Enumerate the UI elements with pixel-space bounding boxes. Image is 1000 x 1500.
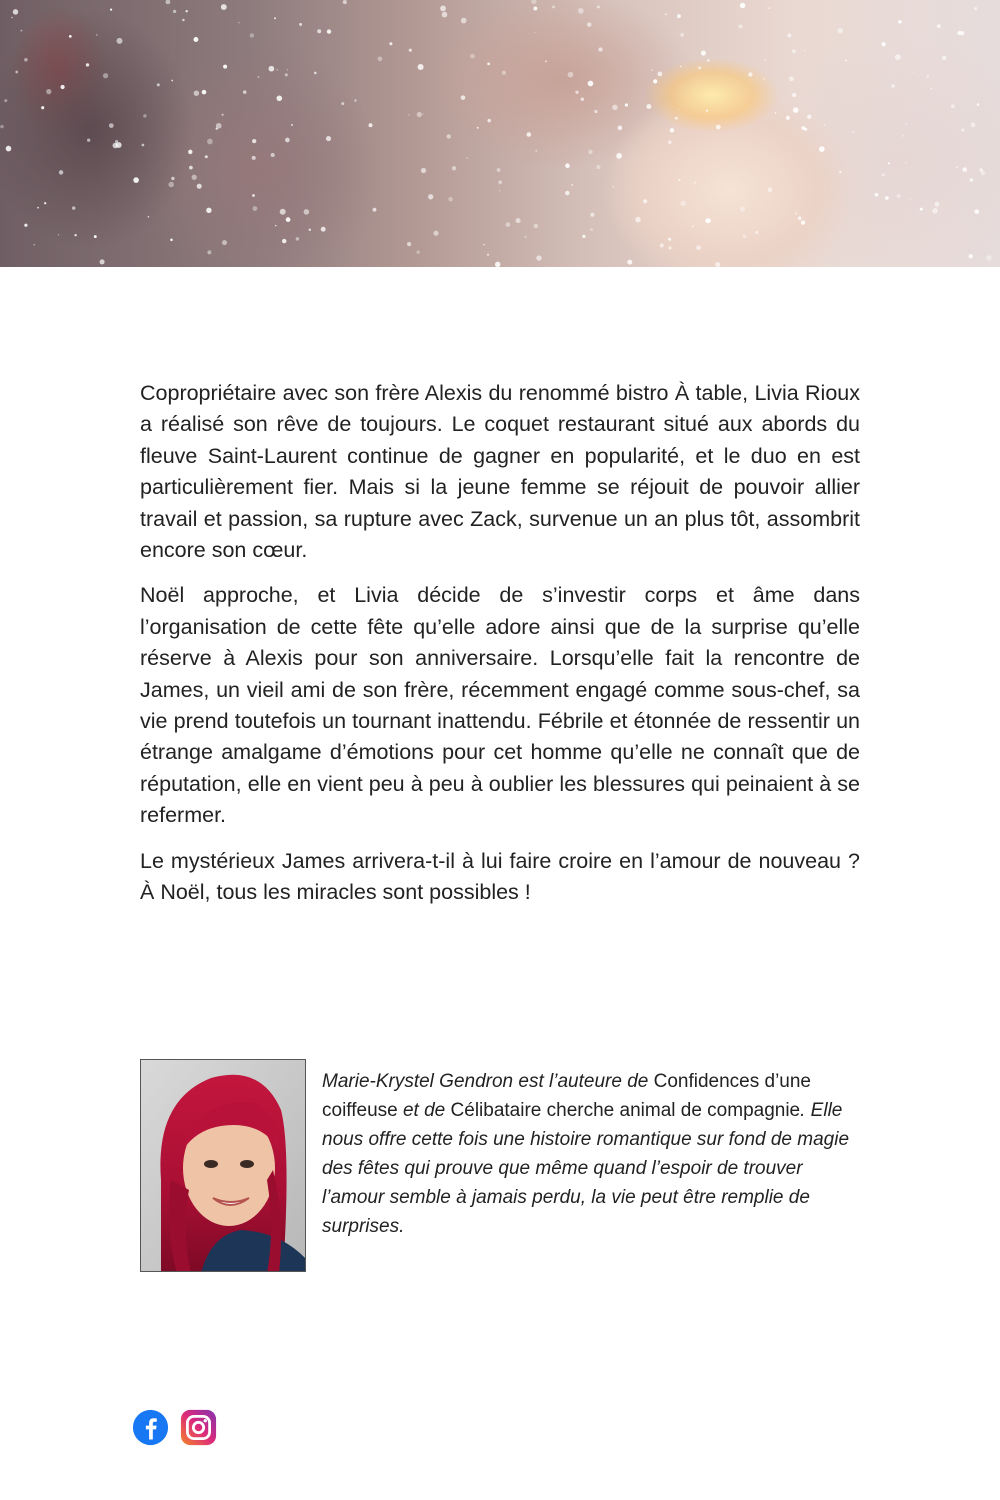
snowflake	[275, 225, 277, 227]
snowflake	[354, 99, 356, 101]
snowflake	[581, 98, 584, 101]
snowflake	[498, 180, 502, 184]
snowflake	[618, 126, 623, 131]
snowflake	[934, 202, 939, 207]
snowflake	[852, 131, 855, 134]
snowflake	[189, 166, 193, 170]
snowflake	[269, 66, 275, 72]
snowflake	[165, 0, 170, 4]
snowflake	[788, 34, 792, 38]
snowflake	[582, 235, 585, 238]
snowflake	[536, 255, 541, 260]
snowflake	[461, 18, 467, 24]
snowflake	[768, 187, 773, 192]
snowflake	[326, 136, 331, 141]
snowflake	[205, 155, 208, 158]
snowflake	[588, 150, 592, 154]
snowflake	[422, 113, 424, 115]
blurb-paragraph-2: Noël approche, et Livia décide de s’investir corps et âme dans l’organisation de cette fête qu’elle adore ainsi que de la surprise qu’elle réserve à Alexis pour son anniversaire. Lorsqu’elle fait la rencontre de James, un vieil ami de son frère, récemment engagé comme sous-chef, sa vie prend toutefois un tournant inattendu. Fébrile et étonnée de ressentir un étrange amalgame d’émotions pour cet homme qu’elle ne connaît que de réputation, elle en vient peu à peu à oublier les blessures qui peinaient à se refermer.	[140, 583, 860, 828]
snowflake	[888, 162, 890, 164]
snowflake	[461, 95, 466, 100]
snowflake	[616, 153, 622, 159]
snowflake	[321, 227, 326, 232]
snowflake	[568, 72, 574, 78]
snowflake	[956, 167, 958, 169]
snowflake	[906, 123, 907, 124]
snowflake	[304, 209, 310, 215]
snowflake	[660, 243, 664, 247]
snowflake	[743, 235, 747, 239]
snowflake	[643, 199, 647, 203]
snowflake	[675, 117, 678, 120]
snowflake	[142, 144, 145, 147]
snowflake	[977, 103, 980, 106]
snowflake	[764, 59, 766, 61]
book-title-1: Confidences d’une coiffeuse	[322, 1071, 811, 1121]
snowflake	[578, 8, 584, 14]
snowflake	[801, 220, 805, 224]
snowflake	[957, 31, 961, 35]
snowflake	[133, 177, 139, 183]
snowflake	[6, 146, 12, 152]
snowflake	[117, 38, 123, 44]
snowflake	[96, 34, 98, 36]
snowflake	[565, 191, 569, 195]
snowflake	[171, 177, 174, 180]
snowflake	[768, 7, 770, 9]
snowflake	[755, 231, 758, 234]
instagram-icon[interactable]	[180, 1409, 217, 1446]
snowflake	[418, 64, 424, 70]
snowflake	[13, 9, 19, 15]
snowflake	[170, 238, 173, 241]
snowflake	[483, 244, 484, 245]
snowflake	[668, 246, 671, 249]
snowflake	[378, 57, 383, 62]
snowflake	[596, 165, 600, 169]
snowflake	[763, 78, 765, 80]
snowflake	[698, 66, 701, 69]
snowflake	[920, 208, 923, 211]
snowflake	[252, 139, 256, 143]
snowflake	[979, 168, 982, 171]
snowflake	[665, 13, 667, 15]
snowflake	[668, 140, 672, 144]
snowflake	[792, 93, 796, 97]
snowflake	[680, 201, 685, 206]
snowflake	[252, 156, 256, 160]
snowflake	[882, 42, 886, 46]
snowflake	[902, 135, 904, 137]
snowflake	[24, 224, 27, 227]
snowflake	[171, 80, 173, 82]
snowflake	[502, 71, 506, 75]
snowflake	[792, 49, 796, 53]
snowflake	[898, 20, 902, 24]
snowflake	[417, 250, 420, 253]
snowflake	[495, 262, 501, 267]
snowflake	[786, 116, 790, 120]
snowflake	[845, 59, 847, 61]
snowflake	[192, 175, 197, 180]
snowflake	[716, 125, 721, 130]
snowflake	[296, 237, 299, 240]
snowflake	[931, 88, 932, 89]
snowflake	[970, 178, 973, 181]
snowflake	[677, 14, 681, 18]
snowflake	[612, 105, 617, 110]
snowflake	[433, 231, 438, 236]
snowflake	[497, 168, 501, 172]
snowflake	[143, 114, 146, 117]
snowflake	[327, 29, 331, 33]
snowflake	[748, 72, 752, 76]
snowflake	[824, 124, 825, 125]
snowflake	[407, 242, 411, 246]
snowflake	[499, 190, 500, 191]
snowflake	[20, 30, 22, 32]
snowflake	[24, 58, 28, 62]
snowflake	[986, 255, 992, 261]
snowflake	[103, 73, 108, 78]
snowflake	[369, 123, 373, 127]
snowflake	[635, 217, 641, 223]
snowflake	[440, 5, 446, 11]
snowflake	[804, 50, 806, 52]
snowflake	[534, 32, 535, 33]
snowflake	[534, 224, 539, 229]
snowflake	[343, 0, 347, 4]
snowflake	[173, 10, 176, 13]
snowflake	[793, 107, 799, 113]
snowflake	[253, 206, 258, 211]
snowflake	[94, 235, 97, 238]
snowflake	[41, 106, 44, 109]
snowflake	[110, 9, 112, 11]
snowflake	[285, 138, 290, 143]
snowflake	[157, 83, 160, 86]
snowflake	[115, 140, 118, 143]
snowflake	[222, 114, 224, 116]
snowflake	[651, 69, 653, 71]
snowflake	[11, 17, 13, 19]
snowflake	[613, 186, 614, 187]
snowflake	[516, 218, 521, 223]
snowflake	[341, 102, 344, 105]
author-photo	[140, 1059, 306, 1272]
snowflake	[795, 212, 797, 214]
snowflake	[286, 217, 291, 222]
snowflake	[701, 51, 706, 56]
snowflake	[109, 123, 114, 128]
snowflake	[317, 29, 321, 33]
snowflake	[962, 167, 967, 172]
snowflake	[238, 22, 240, 24]
snowflake	[891, 84, 894, 87]
snowflake	[309, 229, 311, 231]
snowflake	[408, 114, 409, 115]
snowflake	[598, 47, 602, 51]
author-portrait-icon	[141, 1060, 306, 1272]
snowflake	[658, 72, 663, 77]
snowflake	[314, 72, 317, 75]
snowflake	[276, 69, 278, 71]
snowflake	[913, 72, 915, 74]
snowflake	[527, 132, 532, 137]
snowflake	[839, 171, 841, 173]
snowflake	[627, 260, 632, 265]
bio-intro: Marie-Krystel Gendron est l’auteure de	[322, 1071, 654, 1092]
snowflake	[87, 139, 90, 142]
snowflake	[565, 163, 570, 168]
snowflake	[707, 59, 710, 62]
snowflake	[775, 112, 776, 113]
snowflake	[291, 124, 293, 126]
snowflake	[588, 81, 594, 87]
snowflake	[487, 254, 489, 256]
snowflake	[61, 85, 65, 89]
snowflake	[535, 150, 537, 152]
snowflake	[706, 218, 711, 223]
snowflake	[194, 90, 200, 96]
snowflake	[837, 28, 843, 34]
snowflake	[961, 128, 964, 131]
snowflake	[669, 239, 671, 241]
snowflake	[678, 109, 679, 110]
snowflake	[223, 65, 227, 69]
snowflake	[15, 71, 18, 74]
snowflake	[680, 33, 684, 37]
snowflake	[188, 150, 192, 154]
snowflake	[575, 91, 578, 94]
snowflake	[421, 168, 426, 173]
snowflake	[277, 96, 283, 102]
snowflake	[545, 61, 547, 63]
snowflake	[670, 128, 674, 132]
bio-conclusion: . Elle nous offre cette fois une histoire romantique sur fond de magie des fêtes qui prouve que même quand l’espoir de trouver l’amour semble à jamais perdu, la vie peut être remplie de surprises.	[322, 1100, 850, 1237]
snowflake	[969, 254, 973, 258]
snowflake	[646, 104, 651, 109]
snowflake	[678, 179, 680, 181]
snowflake	[533, 7, 537, 11]
book-title-2: Célibataire cherche animal de compagnie	[450, 1100, 801, 1121]
snowflake	[197, 184, 202, 189]
snowflake	[680, 66, 682, 68]
snowflake	[590, 213, 594, 217]
snowflake	[531, 0, 536, 4]
snowflake	[69, 35, 72, 38]
snowflake	[594, 110, 597, 113]
snowflake	[897, 194, 901, 198]
snowflake	[906, 162, 907, 163]
snowflake	[937, 24, 941, 28]
snowflake	[452, 166, 456, 170]
snowflake	[804, 128, 807, 131]
snowflake	[216, 127, 218, 129]
snowflake	[59, 170, 63, 174]
snowflake	[895, 54, 901, 60]
snowflake	[740, 207, 745, 212]
snowflake	[448, 197, 453, 202]
snowflake	[222, 240, 227, 245]
snowflake	[715, 262, 720, 267]
snowflake	[807, 115, 811, 119]
snowflake	[100, 259, 105, 264]
snowflake	[885, 196, 889, 200]
facebook-icon[interactable]	[132, 1409, 169, 1446]
snowflake	[250, 33, 254, 37]
snowflake	[927, 75, 930, 78]
snowflake	[33, 244, 35, 246]
snowflake	[4, 99, 7, 102]
snowflake	[587, 22, 592, 27]
snowflake	[285, 73, 288, 76]
snowflake	[44, 202, 46, 204]
snowflake	[597, 5, 600, 8]
snowflake	[185, 10, 187, 12]
snowflake	[373, 208, 377, 212]
snowflake	[819, 146, 825, 152]
snowflake	[789, 76, 794, 81]
snowflake	[590, 228, 593, 231]
snowflake	[46, 89, 51, 94]
snowflake	[207, 250, 211, 254]
snowflake	[696, 245, 701, 250]
snowflake	[252, 194, 255, 197]
snowflake	[182, 19, 185, 22]
snowflake	[552, 6, 555, 9]
snowflake	[280, 209, 286, 215]
blurb-paragraph-3: Le mystérieux James arrivera-t-il à lui faire croire en l’amour de nouveau ? À Noël, tous les miracles sont possibles !	[140, 848, 860, 905]
bio-connector: et de	[397, 1100, 451, 1121]
snowfall-overlay	[0, 0, 1000, 267]
snowflake	[974, 7, 977, 10]
snowflake	[409, 49, 412, 52]
snowflake	[932, 208, 938, 214]
snowflake	[971, 122, 976, 127]
snowflake	[798, 217, 801, 220]
snowflake	[72, 206, 75, 209]
snowflake	[168, 182, 174, 188]
snowflake	[706, 110, 708, 112]
snowflake	[477, 127, 479, 129]
snowflake	[738, 24, 742, 28]
snowflake	[974, 209, 979, 214]
snowflake	[258, 76, 260, 78]
snowflake	[206, 208, 211, 213]
snowflake	[487, 119, 490, 122]
snowflake	[389, 42, 392, 45]
snowflake	[487, 63, 490, 66]
snowflake	[271, 153, 275, 157]
snowflake	[951, 104, 955, 108]
blurb-paragraph-1: Copropriétaire avec son frère Alexis du renommé bistro À table, Livia Rioux a réalisé son rêve de toujours. Le coquet restaurant situé aux abords du fleuve Saint-Laurent continue de gagner en popularité, et le duo en est particulièrement fier. Mais si la jeune femme se réjouit de pouvoir allier travail et passion, sa rupture avec Zack, survenue un an plus tôt, assombrit encore son cœur.	[140, 381, 860, 563]
snowflake	[875, 193, 879, 197]
snowflake	[694, 181, 697, 184]
snowflake	[740, 3, 745, 8]
snowflake	[428, 194, 433, 199]
snowflake	[113, 143, 119, 149]
snowflake	[207, 139, 213, 145]
snowflake	[882, 173, 885, 176]
snowflake	[525, 236, 527, 238]
snowflake	[282, 239, 286, 243]
snowflake	[287, 69, 288, 70]
snowflake	[625, 103, 628, 106]
snowflake	[86, 63, 89, 66]
cover-photo	[0, 0, 1000, 267]
snowflake	[470, 54, 475, 59]
snowflake	[74, 234, 76, 236]
snowflake	[221, 4, 227, 10]
back-cover-blurb	[140, 378, 860, 923]
snowflake	[447, 134, 451, 138]
snowflake	[653, 79, 657, 83]
snowflake	[58, 234, 59, 235]
snowflake	[274, 17, 276, 19]
snowflake	[243, 90, 247, 94]
author-bio	[322, 1067, 862, 1241]
snowflake	[942, 56, 946, 60]
snowflake	[193, 37, 198, 42]
snowflake	[442, 12, 448, 18]
snowflake	[148, 216, 150, 218]
snowflake	[37, 207, 39, 209]
snowflake	[692, 226, 694, 228]
snowflake	[910, 198, 911, 199]
snowflake	[571, 184, 573, 186]
snowflake	[466, 157, 467, 158]
snowflake	[417, 112, 422, 117]
snowflake	[506, 222, 511, 227]
snowflake	[299, 23, 302, 26]
snowflake	[202, 90, 207, 95]
snowflake	[0, 125, 4, 129]
